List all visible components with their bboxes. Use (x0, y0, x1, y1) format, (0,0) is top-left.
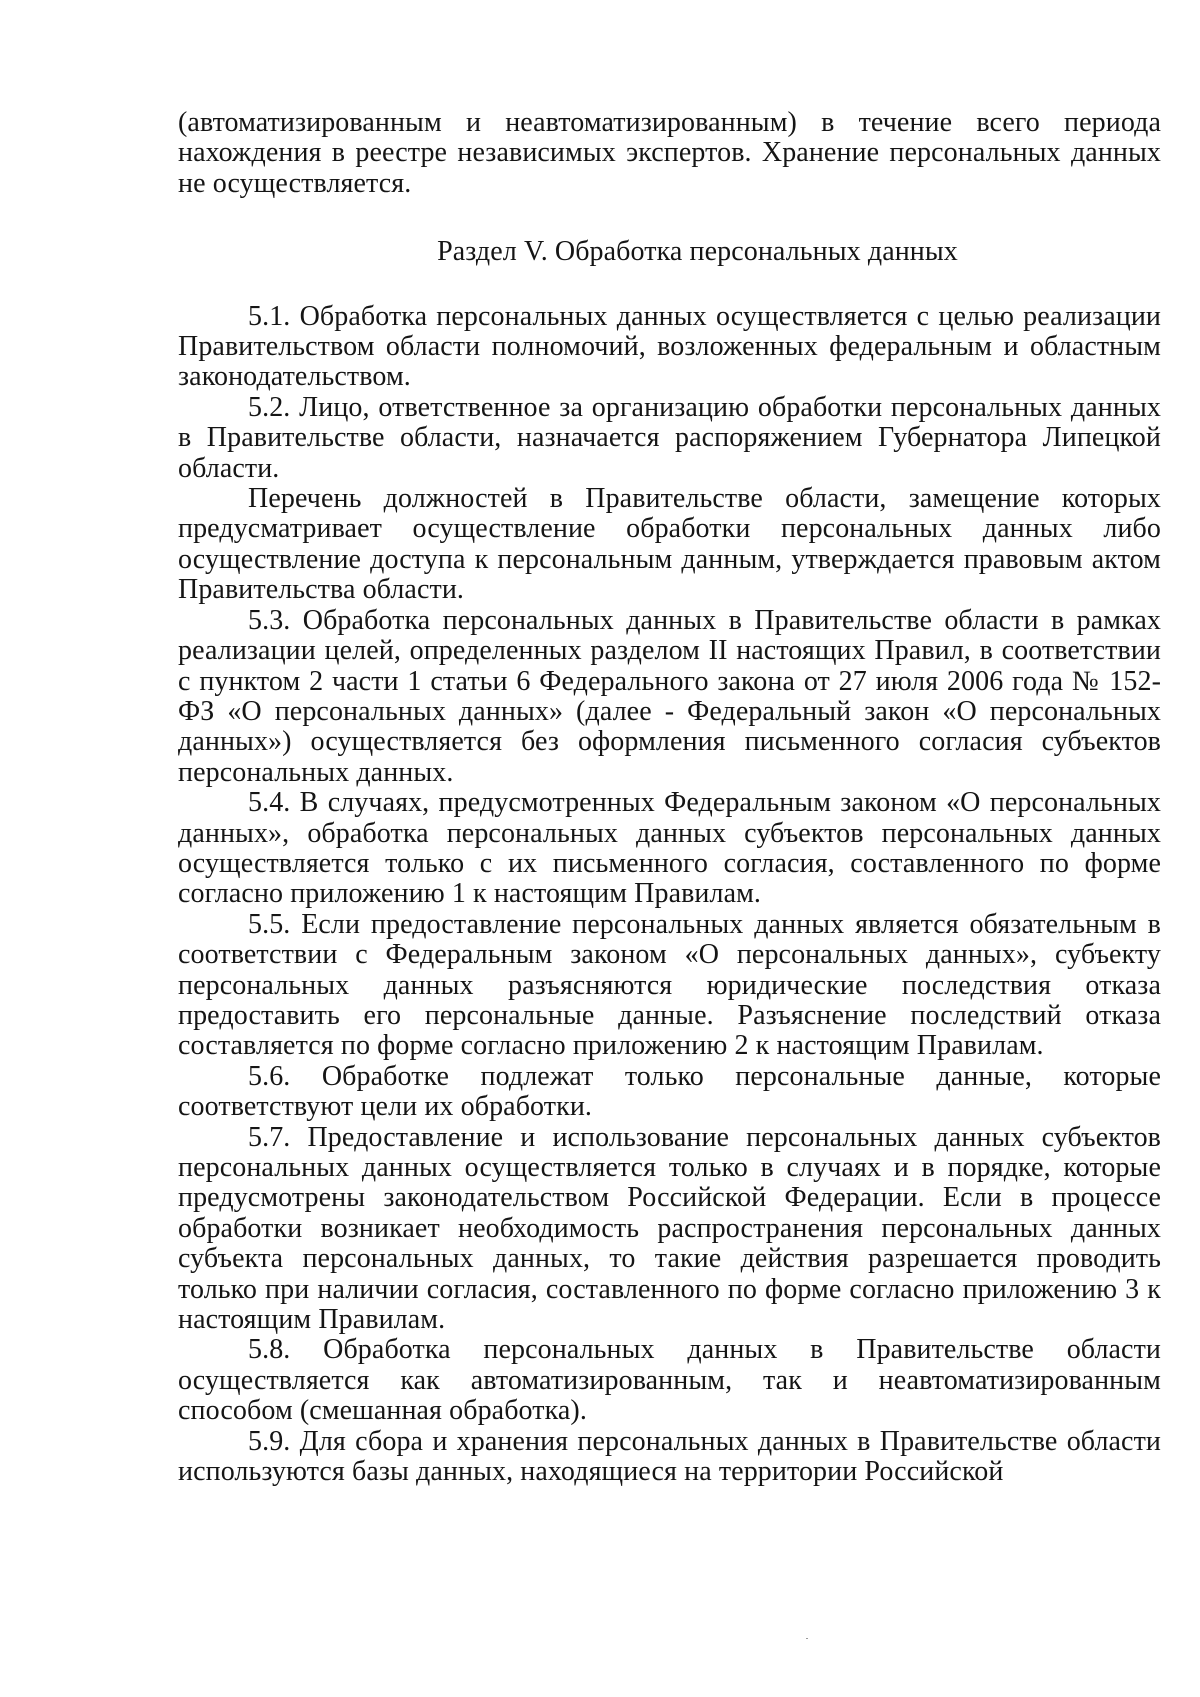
paragraph-5-4: 5.4. В случаях, предусмотренных Федеральным законом «О персональных данных», обработка персональных данных субъектов персональных данных осуществляется только с их письменного согласия, составленного по форме согласно приложению 1 к настоящим Правилам. (178, 787, 1161, 910)
paragraph-5-3: 5.3. Обработка персональных данных в Правительстве области в рамках реализации целей, определенных разделом II настоящих Правил, в соответствии с пунктом 2 части 1 статьи 6 Федерального закона от 27 июля 2006 года № 152-ФЗ «О персональных данных» (далее - Федеральный закон «О персональных данных») осуществляется без оформления письменного согласия субъектов персональных данных. (178, 604, 1161, 788)
paragraph-5-7: 5.7. Предоставление и использование персональных данных субъектов персональных данных осуществляется только в случаях и в порядке, которые предусмотрены законодательством Российской Федерации. Если в процессе обработки возникает необходимость распространения персональных данных субъекта персональных данных, то такие действия разрешается проводить только при наличии согласия, составленного по форме согласно приложению 3 к настоящим Правилам. (178, 1121, 1161, 1336)
section-heading: Раздел V. Обработка персональных данных (437, 236, 958, 268)
paragraph-5-5: 5.5. Если предоставление персональных данных является обязательным в соответствии с Федеральным законом «О персональных данных», субъекту персональных данных разъясняются юридические последствия отказа предоставить его персональные данные. Разъяснение последствий отказа составляется по форме согласно приложению 2 к настоящим Правилам. (178, 908, 1161, 1062)
document-body (178, 108, 1161, 1487)
continuation-paragraph: (автоматизированным и неавтоматизированным) в течение всего периода нахождения в реестре независимых экспертов. Хранение персональных данных не осуществляется. (178, 107, 1161, 199)
paragraph-5-9: 5.9. Для сбора и хранения персональных данных в Правительстве области используются базы данных, находящиеся на территории Российской (178, 1425, 1161, 1488)
paragraph-5-6: 5.6. Обработке подлежат только персональные данные, которые соответствуют цели их обработки. (178, 1060, 1161, 1123)
paragraph-5-8: 5.8. Обработка персональных данных в Правительстве области осуществляется как автоматизированным, так и неавтоматизированным способом (смешанная обработка). (178, 1334, 1161, 1427)
scan-speck (806, 1638, 808, 1639)
paragraph-5-1: 5.1. Обработка персональных данных осуществляется с целью реализации Правительством области полномочий, возложенных федеральным и областным законодательством. (178, 300, 1161, 393)
paragraph-5-2: 5.2. Лицо, ответственное за организацию обработки персональных данных в Правительстве области, назначается распоряжением Губернатора Липецкой области. (178, 391, 1161, 484)
paragraph-positions-list: Перечень должностей в Правительстве области, замещение которых предусматривает осуществление обработки персональных данных либо осуществление доступа к персональным данным, утверждается правовым актом Правительства области. (178, 483, 1161, 606)
